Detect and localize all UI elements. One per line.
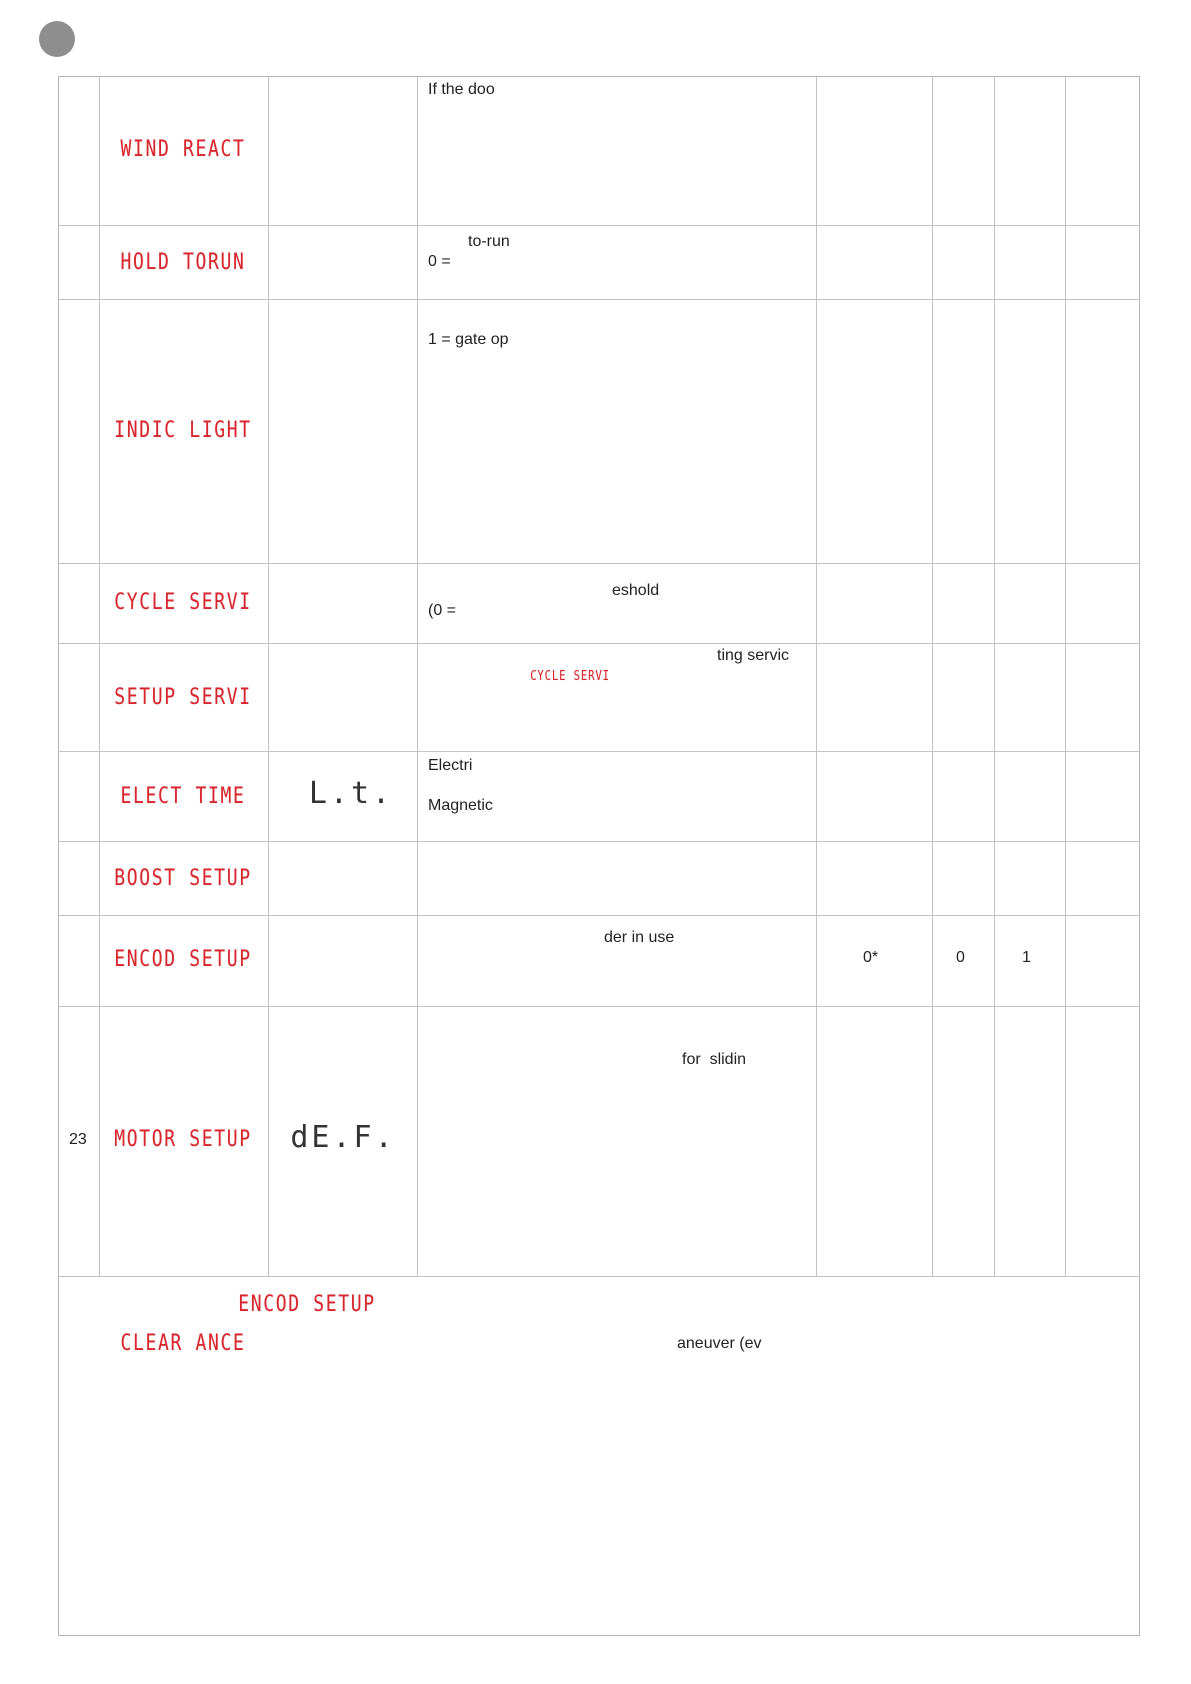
row-divider (58, 841, 1140, 842)
max-value: 1 (1022, 949, 1031, 966)
description-text: (0 = (428, 602, 457, 619)
lcd-label-setup-servi: SETUP SERVI (114, 685, 252, 710)
inline-lcd-label: CYCLE SERVI (530, 669, 610, 684)
lcd-label-cycle-servi: CYCLE SERVI (114, 590, 252, 615)
description-text: 0 = (428, 253, 451, 270)
description-text: Magnetic (428, 797, 493, 814)
row-divider (58, 643, 1140, 644)
description-text: eshold (612, 582, 660, 599)
description-text: ting servic (717, 647, 790, 664)
footer-lcd-encod-setup: ENCOD SETUP (238, 1292, 376, 1317)
description-text: 1 = gate op (428, 331, 509, 348)
lcd-label-hold-torun: HOLD TORUN (120, 250, 246, 275)
row-number: 23 (69, 1131, 87, 1148)
min-value: 0 (956, 949, 965, 966)
footer-text: aneuver (ev (677, 1335, 762, 1352)
column-divider (268, 76, 269, 1276)
description-text: to-run (468, 233, 510, 250)
row-divider (58, 225, 1140, 226)
row-divider (58, 751, 1140, 752)
lcd-label-boost-setup: BOOST SETUP (114, 866, 252, 891)
segment-display-code: L.t. (308, 776, 394, 811)
column-divider (99, 76, 100, 1276)
row-divider (58, 563, 1140, 564)
column-divider (1065, 76, 1066, 1276)
row-divider (58, 1276, 1140, 1277)
description-text: If the doo (428, 81, 495, 98)
column-divider (994, 76, 995, 1276)
page-number-dot (39, 21, 75, 57)
parameter-table (58, 76, 1140, 1636)
lcd-label-motor-setup: MOTOR SETUP (114, 1127, 252, 1152)
lcd-label-encod-setup: ENCOD SETUP (114, 947, 252, 972)
row-divider (58, 915, 1140, 916)
default-value: 0* (863, 949, 879, 966)
lcd-label-wind-react: WIND REACT (120, 137, 246, 162)
row-divider (58, 299, 1140, 300)
row-divider (58, 1006, 1140, 1007)
column-divider (816, 76, 817, 1276)
description-text: for slidin (682, 1051, 747, 1068)
description-text: der in use (604, 929, 675, 946)
description-text: Electri (428, 757, 473, 774)
lcd-label-indic-light: INDIC LIGHT (114, 418, 252, 443)
footer-lcd-clearance: CLEAR ANCE (120, 1331, 246, 1356)
column-divider (417, 76, 418, 1276)
segment-display-code: dE.F. (290, 1120, 396, 1155)
column-divider (932, 76, 933, 1276)
lcd-label-elect-time: ELECT TIME (120, 784, 246, 809)
